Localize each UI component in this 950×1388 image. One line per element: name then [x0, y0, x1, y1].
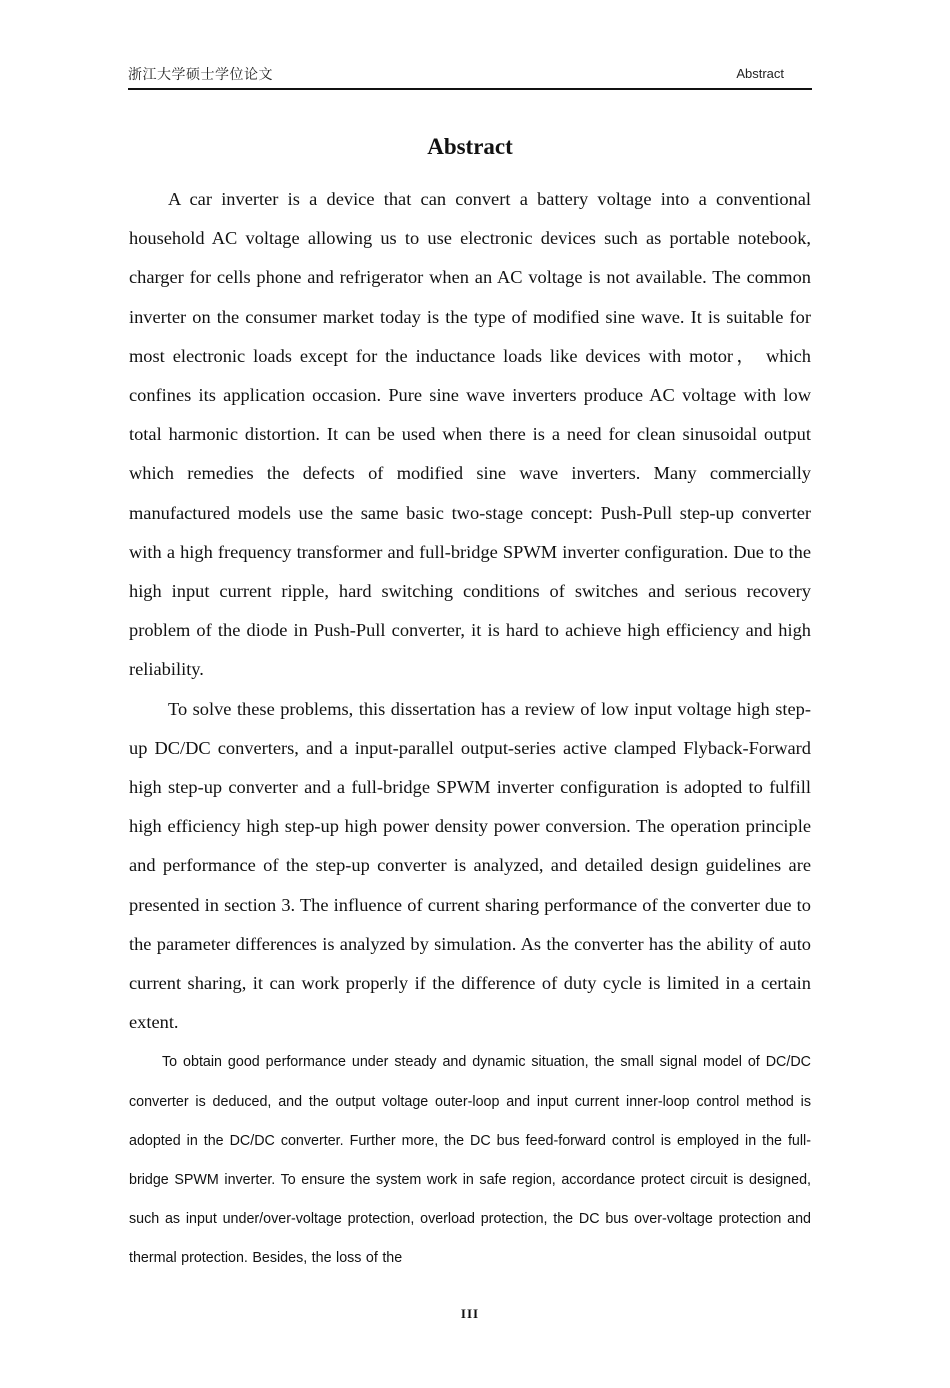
page-header: [128, 64, 812, 88]
paragraph-3: To obtain good performance under steady and dynamic situation, the small signal model of DC/DC converter is deduced, and the output voltage outer-loop and input current inner-loop control method is adopted in the DC/DC converter. Further more, the DC bus feed-forward control is employed in the full-bridge SPWM inverter. To ensure the system work in safe region, accordance protect circuit is designed, such as input under/over-voltage protection, overload protection, the DC bus over-voltage protection and thermal protection. Besides, the loss of the: [129, 1054, 811, 1267]
page-title: Abstract: [427, 134, 513, 159]
header-section-name: Abstract: [736, 66, 784, 81]
header-thesis-title: 浙江大学硕士学位论文: [128, 67, 273, 83]
page-number: III: [460, 1306, 480, 1321]
paragraph-1: A car inverter is a device that can convert a battery voltage into a conventional household AC voltage allowing us to use electronic devices such as portable notebook, charger for cells phone and refrigerator when an AC voltage is not available. The common inverter on the consumer market today is the type of modified sine wave. It is suitable for most electronic loads except for the inductance loads like devices with motor， which confines its application occasion. Pure sine wave inverters produce AC voltage with low total harmonic distortion. It can be used when there is a need for clean sinusoidal output which remedies the defects of modified sine wave inverters. Many commercially manufactured models use the same basic two-stage concept: Push-Pull step-up converter with a high frequency transformer and full-bridge SPWM inverter configuration. Due to the high input current ripple, hard switching conditions of switches and serious recovery problem of the diode in Push-Pull converter, it is hard to achieve high efficiency and high reliability.: [129, 189, 811, 680]
abstract-body: [129, 180, 811, 1279]
paragraph-2: To solve these problems, this dissertation has a review of low input voltage high step-up DC/DC converters, and a input-parallel output-series active clamped Flyback-Forward high step-up converter and a full-bridge SPWM inverter configuration is adopted to fulfill high efficiency high step-up high power density power conversion. The operation principle and performance of the step-up converter is analyzed, and detailed design guidelines are presented in section 3. The influence of current sharing performance of the converter due to the parameter differences is analyzed by simulation. As the converter has the ability of auto current sharing, it can work properly if the difference of duty cycle is limited in a certain extent.: [129, 698, 811, 1033]
header-divider: [128, 88, 812, 90]
